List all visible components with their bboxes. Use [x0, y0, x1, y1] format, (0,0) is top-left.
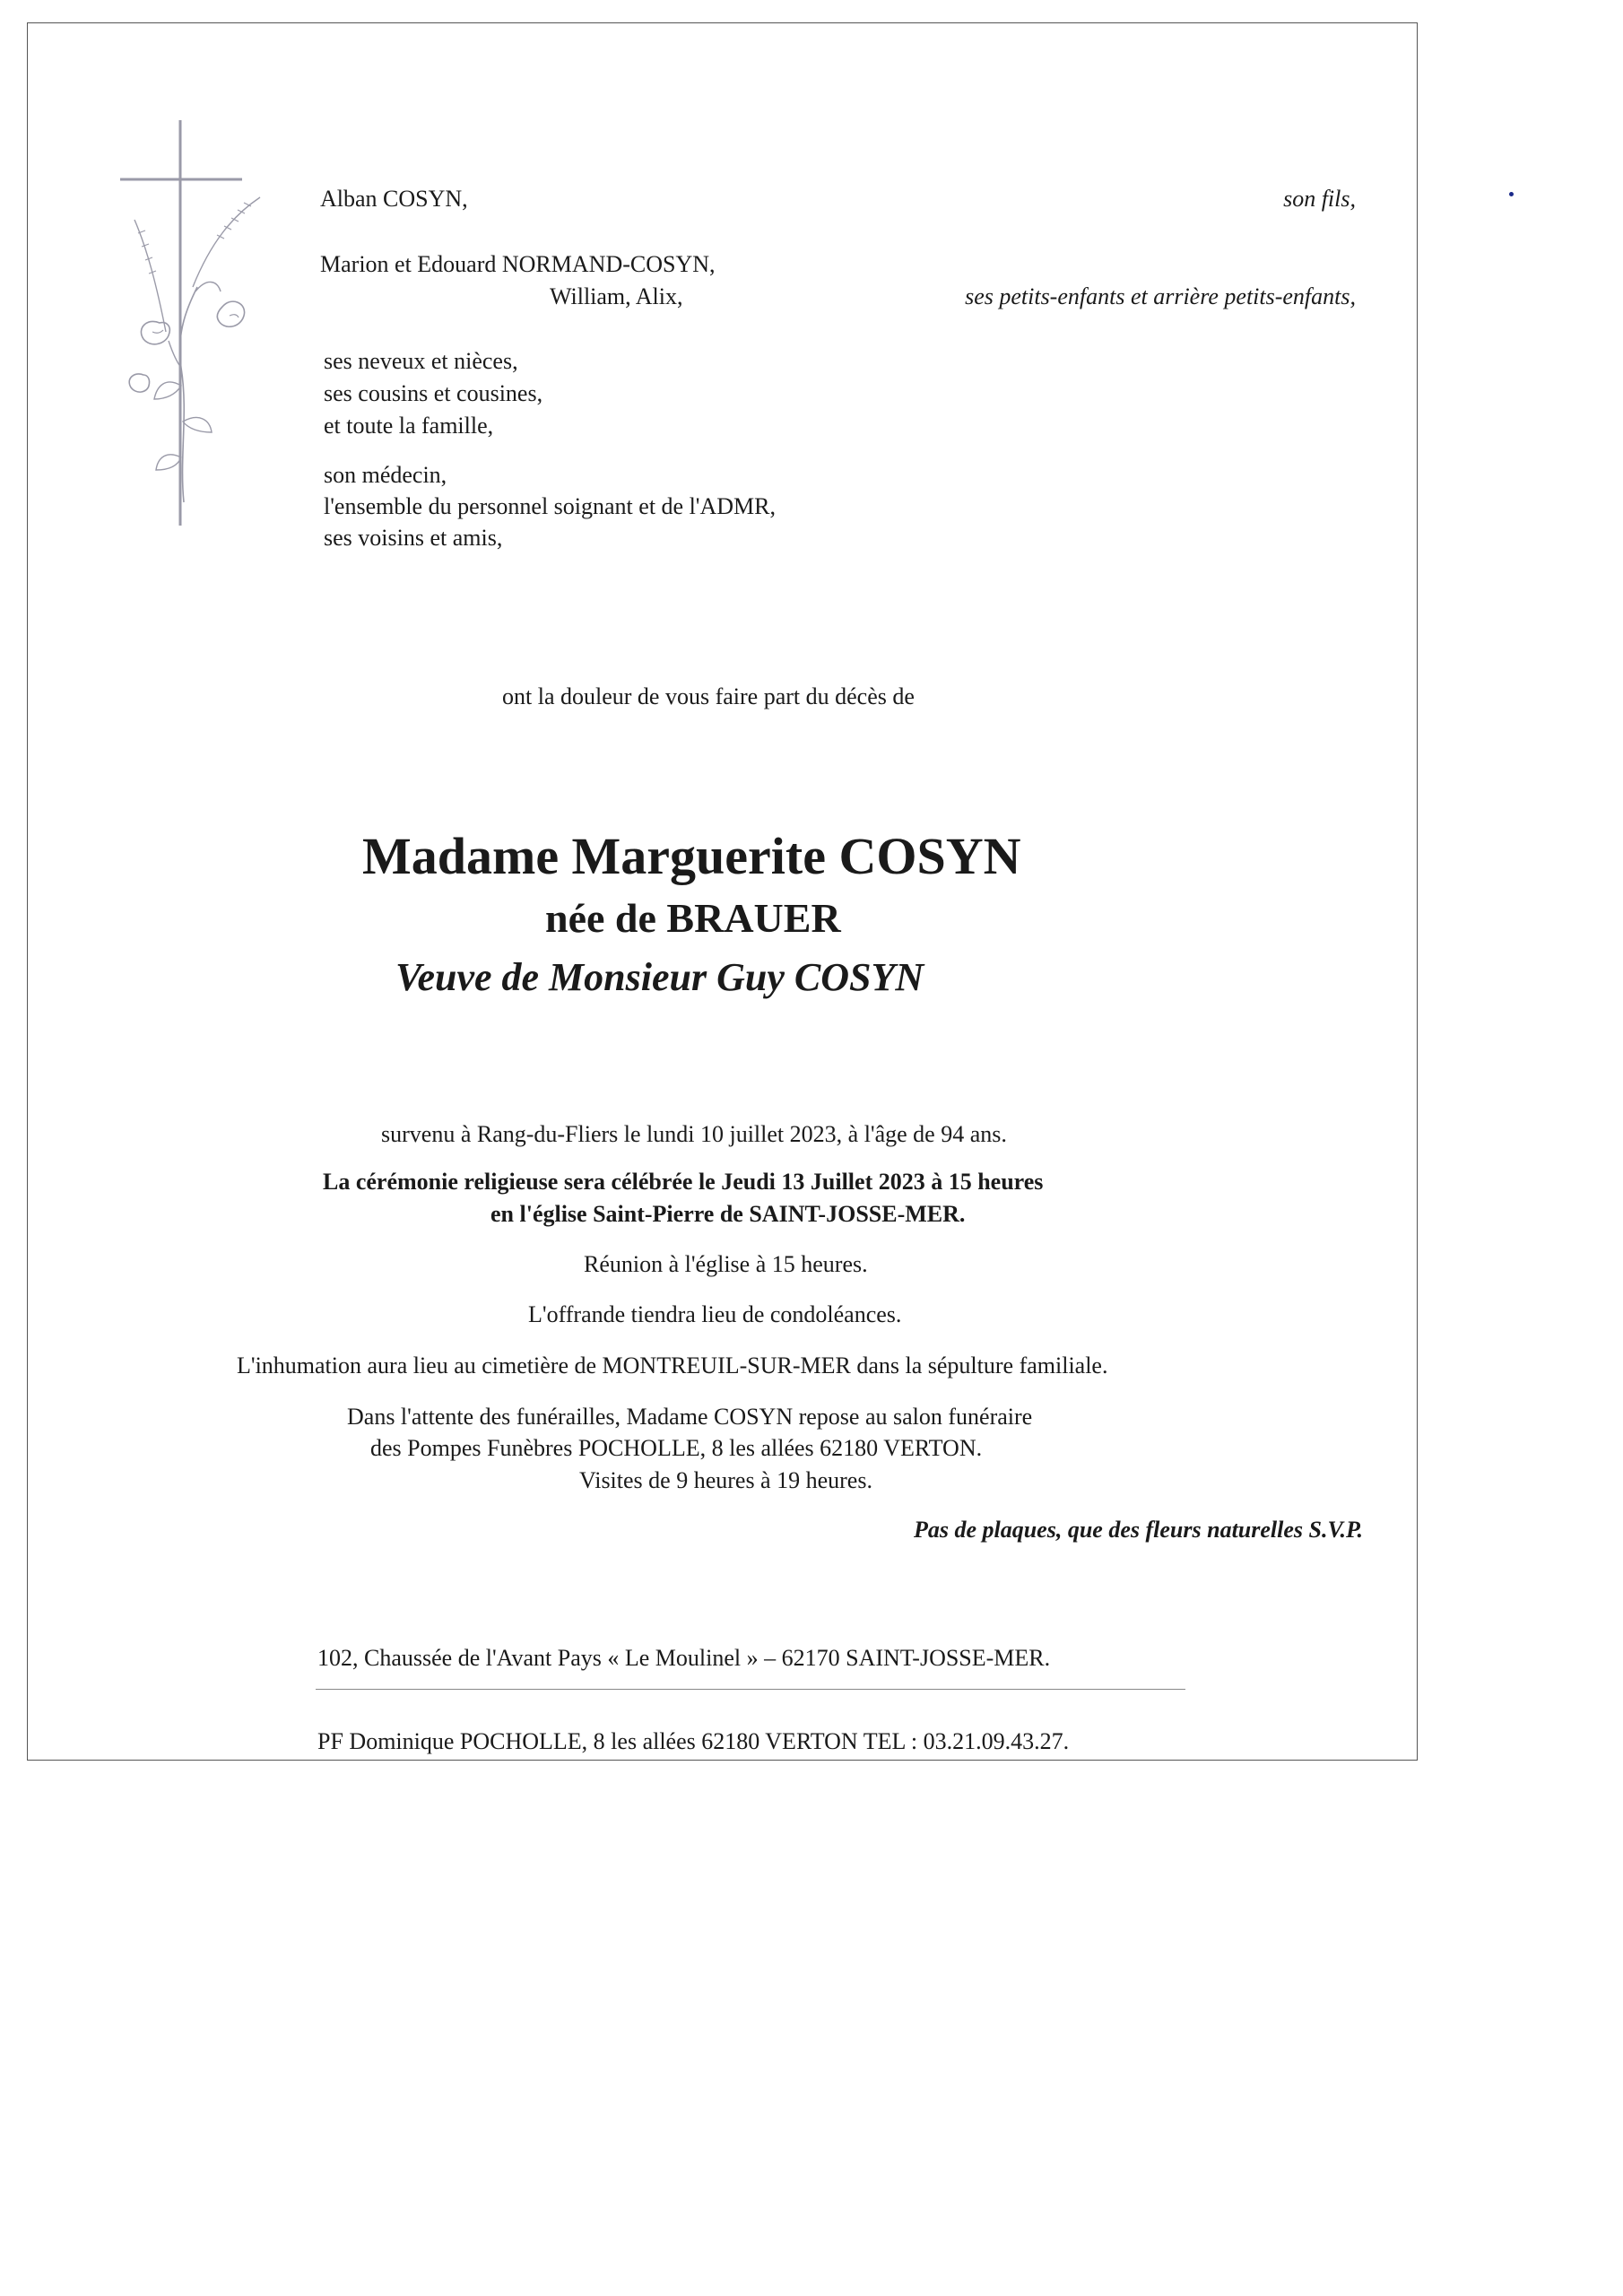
death-details: survenu à Rang-du-Fliers le lundi 10 juillet 2023, à l'âge de 94 ans. — [381, 1121, 1007, 1147]
grandchildren-line-2: William, Alix, — [550, 283, 683, 309]
grandchildren-line-1: Marion et Edouard NORMAND-COSYN, — [320, 251, 716, 277]
son-name: Alban COSYN, — [320, 186, 468, 212]
cross-with-flowers-icon — [117, 117, 269, 529]
relatives-line-1: ses neveux et nièces, — [324, 348, 518, 374]
announcement-intro: ont la douleur de vous faire part du décès de — [502, 683, 915, 709]
ceremony-line-2: en l'église Saint-Pierre de SAINT-JOSSE-MER. — [490, 1201, 966, 1227]
viewing-line-3: Visites de 9 heures à 19 heures. — [579, 1467, 872, 1493]
viewing-line-1: Dans l'attente des funérailles, Madame COSYN repose au salon funéraire — [347, 1404, 1033, 1430]
footer-funeral-home: PF Dominique POCHOLLE, 8 les allées 62180 VERTON TEL : 03.21.09.43.27. — [317, 1728, 1070, 1754]
burial-details: L'inhumation aura lieu au cimetière de MONTREUIL-SUR-MER dans la sépulture familiale. — [237, 1352, 1108, 1378]
relatives-line-3: et toute la famille, — [324, 413, 494, 439]
viewing-line-2: des Pompes Funèbres POCHOLLE, 8 les allées 62180 VERTON. — [370, 1435, 983, 1461]
son-role: son fils, — [1283, 186, 1356, 212]
deceased-name: Madame Marguerite COSYN — [362, 827, 1021, 885]
grandchildren-role: ses petits-enfants et arrière petits-enfants, — [965, 283, 1356, 309]
flowers-note: Pas de plaques, que des fleurs naturelles S.V.P. — [913, 1517, 1363, 1543]
stray-mark — [1509, 192, 1514, 196]
caregivers-line-1: son médecin, — [324, 462, 447, 488]
relatives-line-2: ses cousins et cousines, — [324, 380, 543, 406]
footer-address: 102, Chaussée de l'Avant Pays « Le Moulinel » – 62170 SAINT-JOSSE-MER. — [317, 1645, 1051, 1671]
maiden-name: née de BRAUER — [545, 895, 841, 941]
ceremony-line-1: La cérémonie religieuse sera célébrée le Jeudi 13 Juillet 2023 à 15 heures — [323, 1169, 1044, 1195]
meeting-details: Réunion à l'église à 15 heures. — [584, 1251, 868, 1277]
caregivers-line-3: ses voisins et amis, — [324, 525, 503, 551]
caregivers-line-2: l'ensemble du personnel soignant et de l'ADMR, — [324, 493, 777, 519]
footer-divider — [316, 1689, 1185, 1690]
widow-of: Veuve de Monsieur Guy COSYN — [395, 955, 924, 999]
offering-details: L'offrande tiendra lieu de condoléances. — [528, 1301, 902, 1327]
